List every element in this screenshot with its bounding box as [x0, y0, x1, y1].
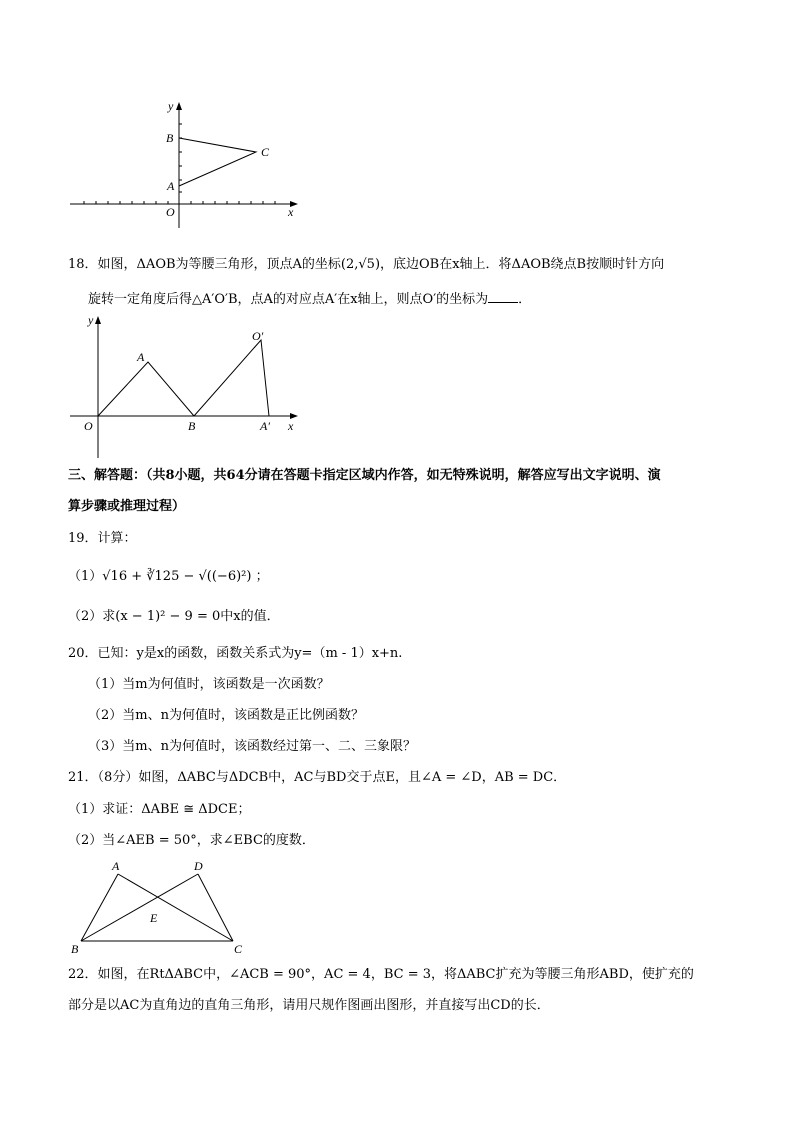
label-o: O	[84, 419, 93, 433]
section3-line1: 三、解答题：（共8小题，共64分请在答题卡指定区域内作答，如无特殊说明，解答应写出文字说明、演	[68, 468, 661, 483]
y-axis-arrow	[176, 102, 182, 110]
q20-part2: （2）当m、n为何值时，该函数是正比例函数？	[88, 708, 364, 723]
label-a: A	[167, 179, 175, 193]
q21-part1: （1）求证：ΔABE ≅ ΔDCE；	[68, 802, 251, 817]
label-a: A	[137, 350, 145, 364]
label-x: x	[288, 205, 294, 219]
q21-title: 21．（8分）如图，ΔABC与ΔDCB中，AC与BD交于点E，且∠A = ∠D，AB = DC．	[68, 770, 567, 785]
q19-part2: （2）求(x − 1)² − 9 = 0中x的值．	[68, 609, 280, 624]
q19-part1: （1）√16 + ∛125 − √((−6)²) ；	[68, 569, 269, 584]
y-axis-arrow	[95, 316, 101, 324]
figure-q17	[68, 98, 308, 228]
q18-line2-text: 旋转一定角度后得△A′O′B，点A的对应点A′在x轴上，则点O′的坐标为	[88, 292, 489, 307]
label-c: C	[261, 145, 270, 159]
figure-q18	[68, 312, 308, 460]
label-a: A	[112, 859, 120, 873]
label-c: C	[234, 942, 243, 956]
q20-part3: （3）当m、n为何值时，该函数经过第一、二、三象限？	[88, 739, 416, 754]
label-o-prime: O′	[252, 329, 264, 343]
q18-line1: 18．如图，ΔAOB为等腰三角形，顶点A的坐标(2,√5)，底边OB在x轴上．将ΔAOB绕点B按顺时针方向	[68, 257, 665, 272]
label-o: O	[166, 205, 175, 219]
label-y: y	[168, 99, 174, 113]
label-e: E	[150, 911, 158, 925]
label-x: x	[288, 419, 294, 433]
label-d: D	[194, 859, 203, 873]
section3-line2: 算步骤或推理过程）	[68, 499, 186, 514]
label-y: y	[88, 313, 94, 327]
q19-title: 19．计算：	[68, 531, 137, 546]
label-b: B	[71, 942, 79, 956]
segment-bd	[81, 874, 198, 941]
figure-q21	[68, 856, 258, 956]
label-b: B	[188, 419, 196, 433]
label-a-prime: A′	[260, 419, 270, 433]
triangle-a2o2b	[194, 340, 269, 416]
q22-line1: 22．如图，在RtΔABC中，∠ACB = 90°，AC = 4，BC = 3，将ΔABC扩充为等腰三角形ABD，使扩充的	[68, 967, 694, 982]
q22-line2: 部分是以AC为直角边的直角三角形，请用尺规作图画出图形，并直接写出CD的长．	[68, 998, 550, 1013]
label-b: B	[166, 131, 174, 145]
q21-part2: （2）当∠AEB = 50°，求∠EBC的度数．	[68, 833, 315, 848]
triangle-abc	[179, 138, 256, 186]
q18-line2	[88, 290, 531, 309]
answer-blank[interactable]	[488, 290, 518, 303]
q20-title: 20．已知：y是x的函数，函数关系式为y=（m - 1）x+n.	[68, 646, 403, 661]
triangle-aob	[98, 362, 194, 416]
q18-line2-end: ．	[518, 292, 532, 307]
q20-part1: （1）当m为何值时，该函数是一次函数？	[88, 677, 330, 692]
